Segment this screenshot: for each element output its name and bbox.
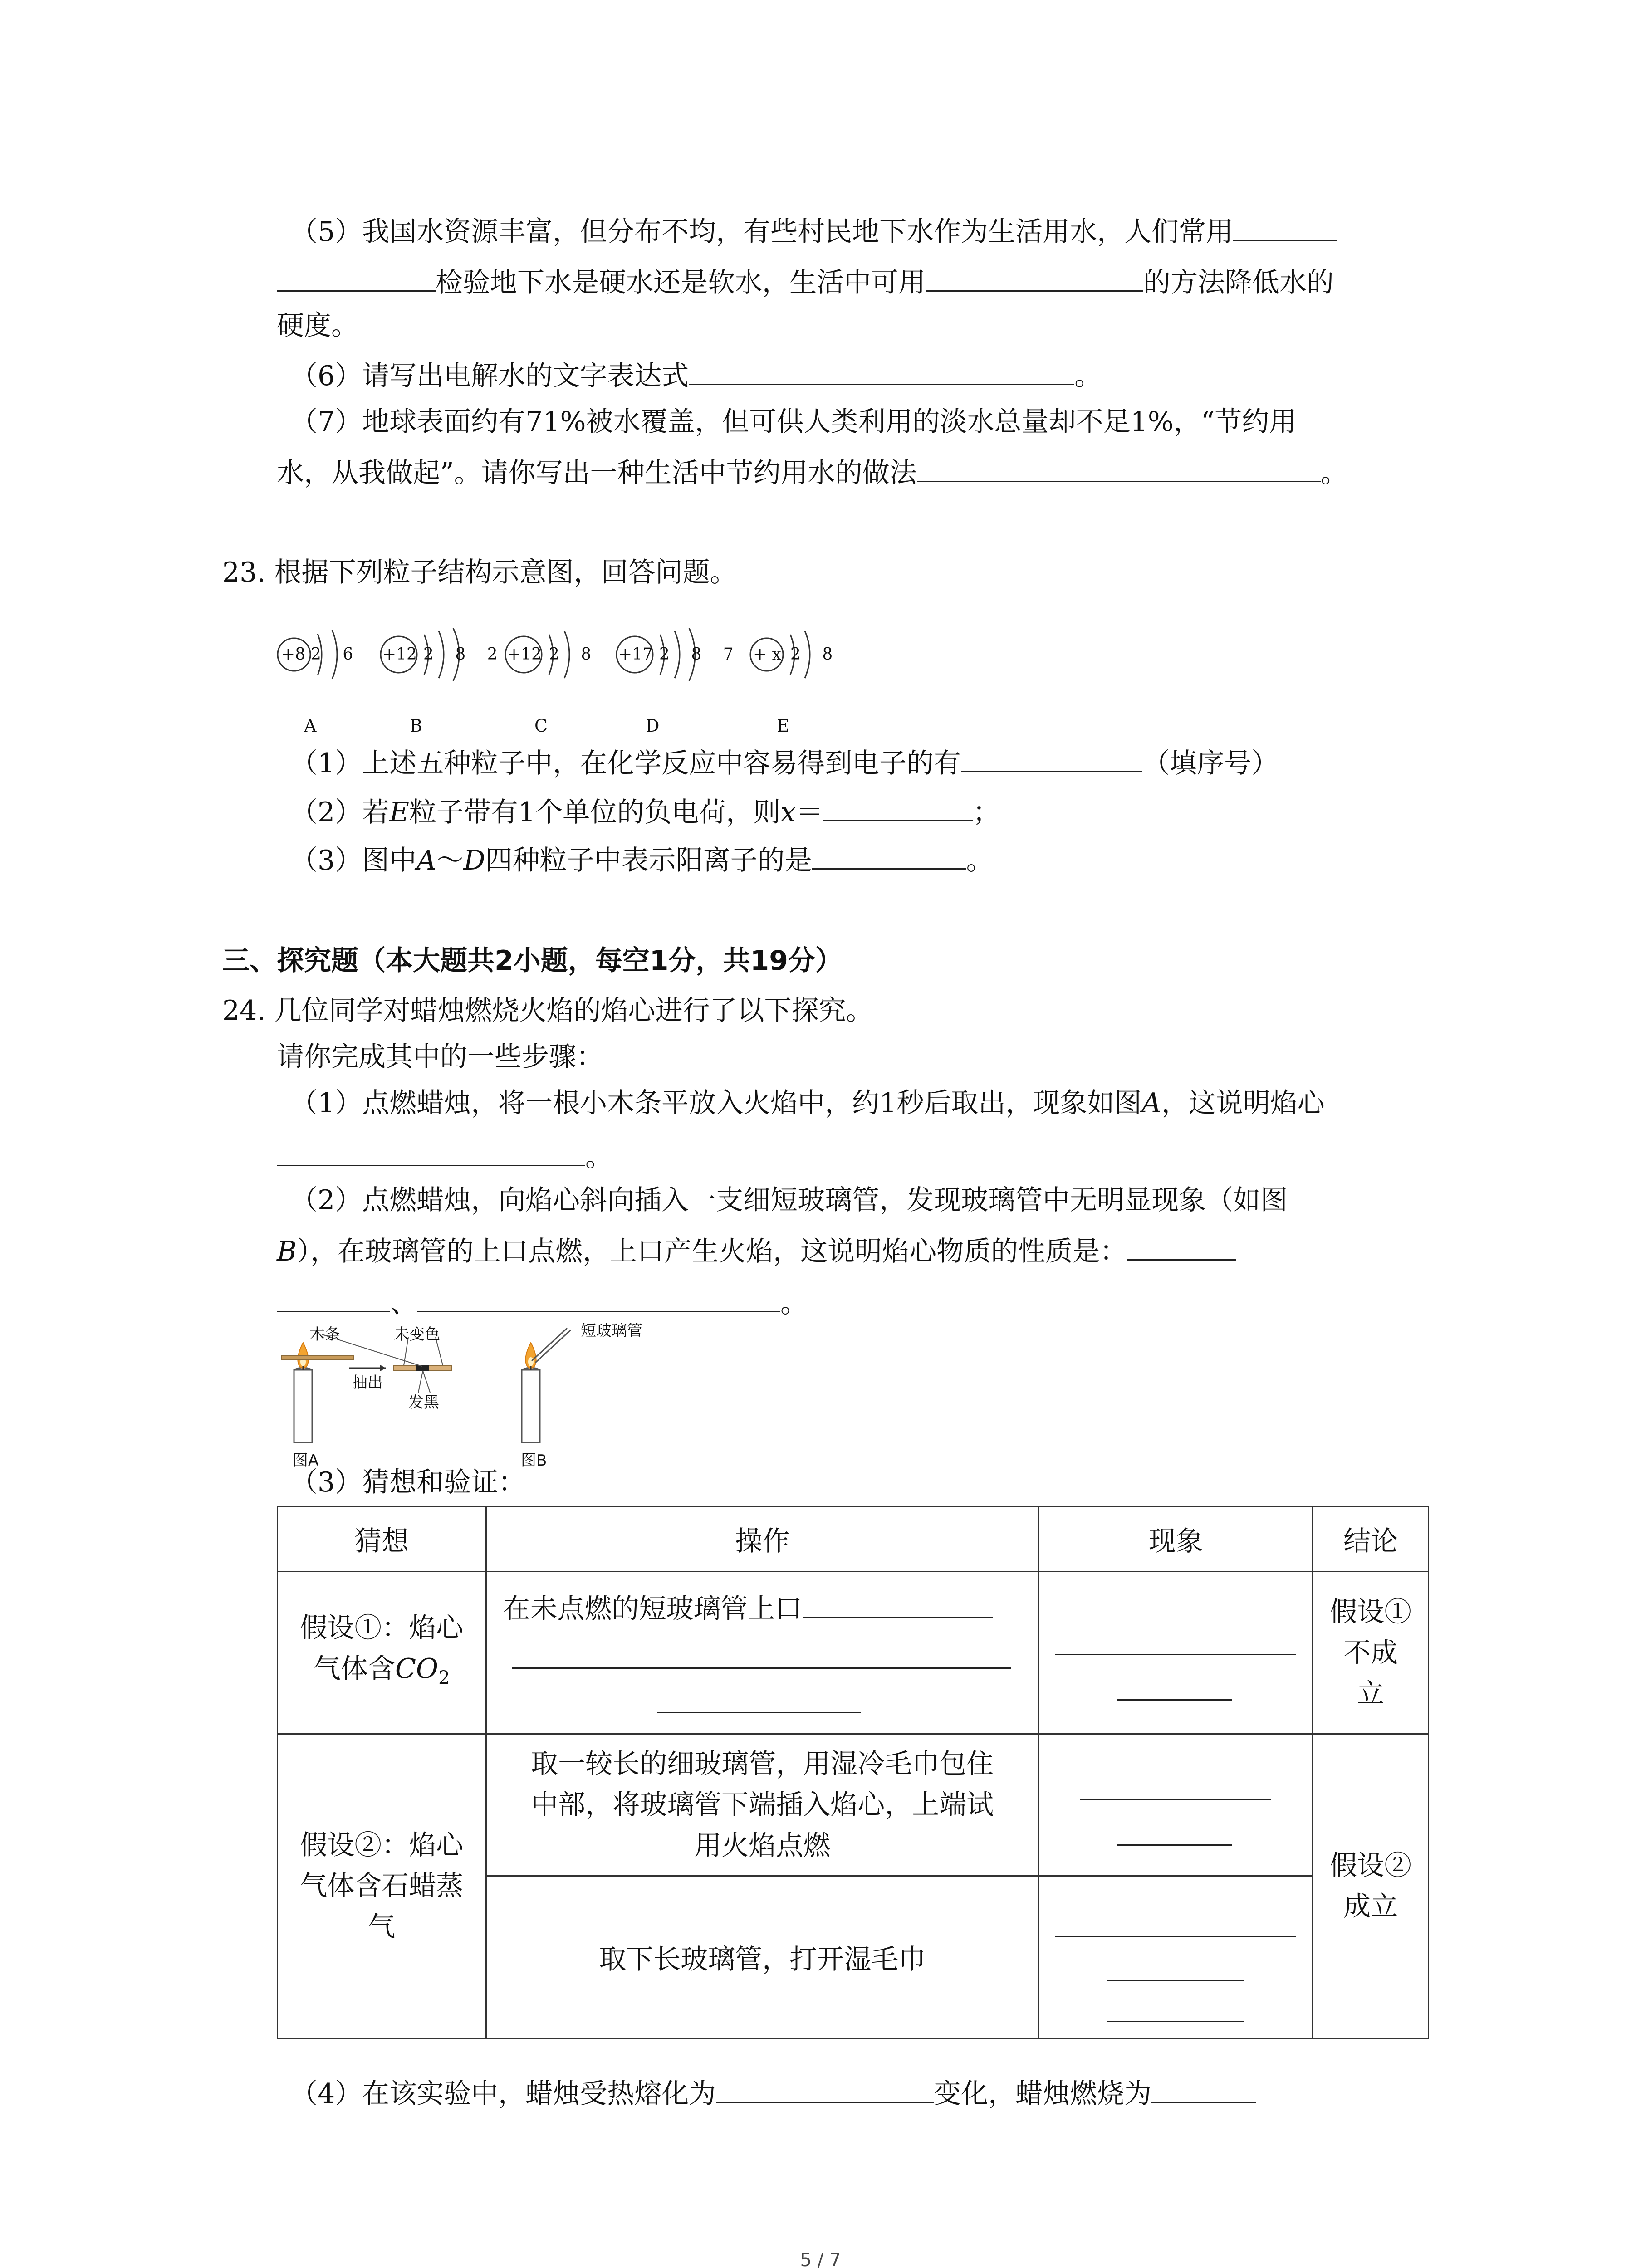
row2-phen-box <box>1039 1735 1312 1875</box>
q22-p5-blank1[interactable] <box>1233 213 1337 241</box>
row2-guess-line2: 气体含石蜡蒸 <box>300 1870 464 1902</box>
q24-p4-text1: （4）在该实验中，蜡烛受热熔化为 <box>290 2078 716 2110</box>
q24-p2-blank2[interactable] <box>417 1285 780 1312</box>
q22-p5-line2 <box>277 264 1334 301</box>
q22-p7-line2 <box>277 455 1348 491</box>
atom-e-label: E <box>777 716 789 736</box>
atom-c-label: C <box>534 716 548 736</box>
q23-s3-a: A <box>416 845 436 876</box>
row3-phen-box <box>1039 1877 1312 2038</box>
q23-s2-e: E <box>389 797 409 828</box>
q24-p1-text2: ，这说明焰心 <box>1161 1087 1325 1119</box>
q23-s1-blank[interactable] <box>961 745 1142 772</box>
atom-c-electrons: 2 8 <box>549 645 600 664</box>
row1-op-text: 在未点燃的短玻璃管上口 <box>503 1593 803 1625</box>
header-conclusion: 结论 <box>1313 1507 1429 1572</box>
atom-a-electrons: 2 6 <box>311 645 362 664</box>
q22-p5-text1: （5）我国水资源丰富，但分布不均，有些村民地下水作为生活用水，人们常用 <box>290 216 1234 248</box>
atom-e-nucleus: + x <box>753 645 781 664</box>
row1-operation-box <box>487 1572 1038 1733</box>
row1-co2-sub: 2 <box>438 1667 450 1688</box>
q22-p5-line1 <box>290 213 1337 250</box>
row1-op-blank2[interactable] <box>512 1667 1011 1669</box>
q23-s1-text: （1）上述五种粒子中，在化学反应中容易得到电子的有 <box>290 748 961 779</box>
header-phenomenon: 现象 <box>1039 1507 1313 1572</box>
atom-b-nucleus: +12 <box>382 645 417 664</box>
atom-d-nucleus: +17 <box>618 645 653 664</box>
q22-p7-text2: 水，从我做起”。请你写出一种生活中节约用水的做法 <box>277 457 917 489</box>
table-row-1 <box>278 1572 1429 1734</box>
q24-p2-line3 <box>277 1285 808 1321</box>
q24-p2-figref: B <box>277 1236 297 1267</box>
atom-b-label: B <box>410 716 422 736</box>
q23-s3-mid: 四种粒子中表示阳离子的是 <box>485 845 812 876</box>
row3-phenomenon <box>1039 1876 1313 2038</box>
header-operation: 操作 <box>486 1507 1038 1572</box>
q23-s2-x: x <box>780 797 796 828</box>
q23-s3-pre: （3）图中 <box>290 845 417 876</box>
row2-phenomenon <box>1039 1734 1313 1876</box>
row3-phen-blank2[interactable] <box>1107 1980 1244 1981</box>
q22-p5-blank2[interactable] <box>926 264 1143 292</box>
q23-s3-blank[interactable] <box>812 842 966 870</box>
q22-p7-line1: （7）地球表面约有71%被水覆盖，但可供人类利用的淡水总量却不足1%，“节约用 <box>290 406 1297 438</box>
q23-s3-end: 。 <box>966 845 994 876</box>
figa-caption: 图A <box>293 1452 319 1470</box>
q23-s3-d: D <box>463 845 485 876</box>
q23-s2-pre: （2）若 <box>290 797 390 828</box>
atom-d-electrons: 2 8 7 <box>659 645 742 664</box>
row3-phen-blank3[interactable] <box>1107 2021 1244 2022</box>
atom-b-electrons: 2 8 2 <box>423 645 506 664</box>
q22-p5-line3: 硬度。 <box>277 310 358 342</box>
row2-conclusion <box>1313 1734 1429 2038</box>
row1-guess <box>278 1572 486 1734</box>
q23-s2-blank[interactable] <box>823 794 973 821</box>
row1-op-blank3[interactable] <box>657 1712 861 1713</box>
q24-p1-line2 <box>277 1139 612 1175</box>
row1-co2: CO <box>395 1652 439 1685</box>
row2-phen-blank1[interactable] <box>1080 1799 1271 1800</box>
row2-operation <box>486 1734 1038 1876</box>
q22-p7-blank[interactable] <box>917 455 1321 482</box>
q23-s2-end: ； <box>973 797 1000 828</box>
q22-p6-line <box>290 357 1102 394</box>
q24-p1-text: （1）点燃蜡烛，将一根小木条平放入火焰中，约1秒后取出，现象如图 <box>290 1087 1142 1119</box>
row1-concl-line2: 不成 <box>1343 1637 1398 1669</box>
row1-guess-text: 气体含 <box>313 1652 395 1685</box>
q24-p4-text2: 变化，蜡烛燃烧为 <box>934 2078 1152 2110</box>
q24-p2-line1: （2）点燃蜡烛，向焰心斜向插入一支细短玻璃管，发现玻璃管中无明显现象（如图 <box>290 1184 1288 1216</box>
row2-concl-line2: 成立 <box>1343 1891 1398 1922</box>
row1-guess-line1: 假设①：焰心 <box>300 1612 464 1644</box>
q22-p6-end: 。 <box>1074 360 1102 392</box>
q24-p2-blank1-cont[interactable] <box>277 1285 390 1312</box>
figb-tube-label: 短玻璃管 <box>581 1322 642 1340</box>
q24-p2-end: 。 <box>780 1287 808 1319</box>
row1-concl-line1: 假设① <box>1330 1596 1412 1628</box>
experiment-table <box>277 1506 1429 2039</box>
row1-op-blank1[interactable] <box>803 1590 993 1618</box>
figa-pull-label: 抽出 <box>352 1374 383 1392</box>
atom-c-nucleus: +12 <box>507 645 542 664</box>
q22-p6-blank[interactable] <box>689 357 1074 385</box>
q23-s1 <box>290 745 1279 782</box>
row2-phen-blank2[interactable] <box>1117 1844 1232 1846</box>
figa-black-label: 发黑 <box>408 1393 439 1412</box>
row1-guess-line2 <box>278 1648 485 1698</box>
q24-p2-blank1[interactable] <box>1127 1233 1236 1261</box>
q22-p5-text2b: 的方法降低水的 <box>1143 267 1334 298</box>
q23-s2-eq: ＝ <box>796 797 823 828</box>
q24-p3: （3）猜想和验证： <box>290 1466 526 1498</box>
row2-guess-line1: 假设②：焰心 <box>300 1829 464 1861</box>
row1-concl-line3: 立 <box>1357 1677 1385 1710</box>
figa-stick-label: 木条 <box>309 1325 340 1344</box>
q22-p5-text2a: 检验地下水是硬水还是软水，生活中可用 <box>436 267 926 298</box>
q24-p2-sep: 、 <box>390 1287 417 1319</box>
row1-phenomenon <box>1039 1572 1313 1734</box>
q23-title: 23. 根据下列粒子结构示意图，回答问题。 <box>222 557 737 588</box>
row1-operation <box>486 1572 1038 1734</box>
q24-p4-blank2[interactable] <box>1151 2075 1256 2103</box>
row1-phen-blank2[interactable] <box>1117 1699 1232 1701</box>
q22-p7-end: 。 <box>1320 457 1348 489</box>
q23-s3-tilde: ～ <box>436 845 464 876</box>
atom-d-label: D <box>646 716 660 736</box>
header-guess: 猜想 <box>278 1507 486 1572</box>
figure-a <box>272 1325 526 1470</box>
table-header-row <box>278 1507 1429 1572</box>
q24-intro: 请你完成其中的一些步骤： <box>277 1041 603 1073</box>
figa-unchanged-label: 未变色 <box>394 1325 440 1344</box>
q22-p6-text: （6）请写出电解水的文字表达式 <box>290 360 689 392</box>
row2-op-line3: 用火焰点燃 <box>694 1830 831 1862</box>
row1-conclusion <box>1313 1572 1429 1734</box>
row1-phen-blank1[interactable] <box>1055 1654 1296 1655</box>
atom-a-label: A <box>304 716 317 736</box>
atom-e-electrons: 2 8 <box>790 645 841 664</box>
atom-a-nucleus: +8 <box>281 645 306 664</box>
q23-s1-tail: （填序号） <box>1142 748 1279 779</box>
row2-guess-line3: 气 <box>368 1911 396 1943</box>
q24-p1-blank[interactable] <box>277 1139 585 1166</box>
q24-p2-text: ），在玻璃管的上口点燃，上口产生火焰，这说明焰心物质的性质是： <box>297 1236 1127 1267</box>
q24-p4 <box>290 2075 1256 2112</box>
q24-title: 24. 几位同学对蜡烛燃烧火焰的焰心进行了以下探究。 <box>222 995 873 1026</box>
row2-op-line2: 中部，将玻璃管下端插入焰心，上端试 <box>531 1789 994 1821</box>
row3-phen-blank1[interactable] <box>1055 1936 1296 1937</box>
q24-p2-line2 <box>277 1233 1236 1270</box>
q23-s2 <box>290 794 1000 831</box>
page-number: 5 / 7 <box>800 2250 841 2268</box>
row1-op-line1 <box>503 1590 993 1627</box>
row2-guess <box>278 1734 486 2038</box>
row2-concl-line1: 假设② <box>1330 1850 1412 1882</box>
figure-a-drawing <box>272 1325 526 1470</box>
q24-p1-end: 。 <box>585 1141 612 1173</box>
table-row-2 <box>278 1734 1429 1876</box>
section3-title: 三、探究题（本大题共2小题，每空1分，共19分） <box>222 945 843 977</box>
q24-p1-line1 <box>290 1085 1325 1121</box>
row1-phen-box <box>1039 1572 1312 1733</box>
q23-s2-mid: 粒子带有1个单位的负电荷，则 <box>409 797 781 828</box>
q24-p4-blank1[interactable] <box>716 2075 934 2103</box>
row2-op-line1: 取一较长的细玻璃管，用湿冷毛巾包住 <box>531 1748 994 1780</box>
q22-p5-blank1-cont[interactable] <box>277 264 436 292</box>
figb-caption: 图B <box>521 1452 547 1470</box>
figure-b <box>508 1322 671 1470</box>
figure-b-drawing <box>508 1325 671 1470</box>
q24-p1-figref: A <box>1141 1087 1161 1119</box>
row3-operation: 取下长玻璃管，打开湿毛巾 <box>486 1876 1038 2038</box>
q23-s3 <box>290 842 994 879</box>
